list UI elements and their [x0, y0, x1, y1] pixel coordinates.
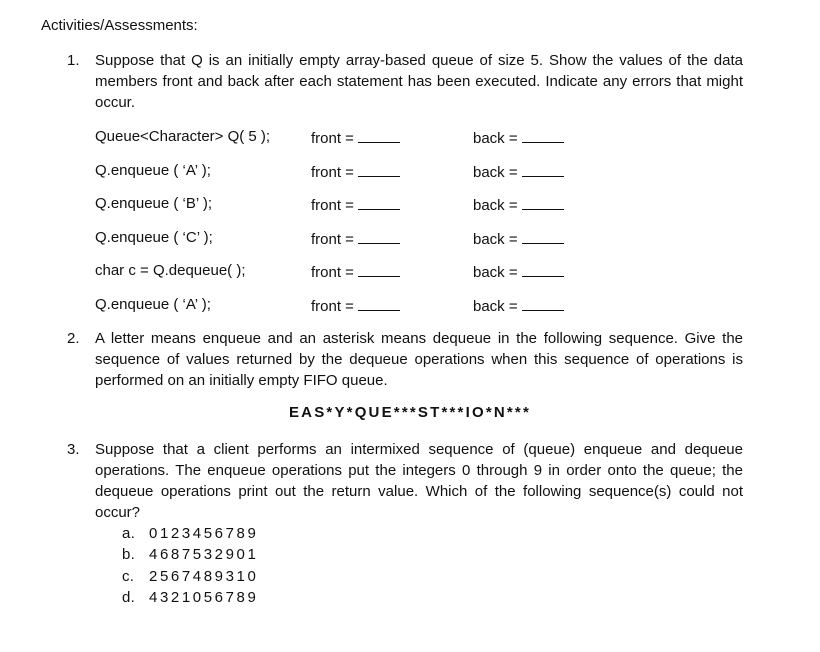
option-c	[122, 568, 258, 585]
question-1-number: 1.	[67, 52, 80, 69]
option-label: d.	[122, 589, 136, 606]
front-label: front =	[311, 298, 354, 315]
back-blank	[522, 162, 564, 177]
question-2-text: A letter means enqueue and an asterisk means dequeue in the following sequence. Give the sequence of values returned by the dequeue operations when this sequence of operations is performed on an initially empty FIFO queue.	[95, 330, 743, 389]
front-blank	[358, 195, 400, 210]
operation-sequence: EAS*Y*QUE***ST***IO*N***	[288, 404, 532, 421]
q1-row	[95, 296, 575, 316]
front-blank	[358, 229, 400, 244]
q1-row	[95, 195, 575, 215]
back-label: back =	[473, 197, 518, 214]
q1-statement: Q.enqueue ( ‘B’ );	[95, 195, 213, 212]
q1-statement: char c = Q.dequeue( );	[95, 262, 246, 279]
back-label: back =	[473, 164, 518, 181]
option-label: c.	[122, 568, 135, 585]
option-label: a.	[122, 525, 136, 542]
front-blank	[358, 128, 400, 143]
front-label: front =	[311, 231, 354, 248]
option-a	[122, 525, 258, 542]
option-value: 4321056789	[149, 589, 259, 606]
back-blank	[522, 128, 564, 143]
front-label: front =	[311, 197, 354, 214]
question-3-number: 3.	[67, 441, 80, 458]
option-value: 0123456789	[149, 525, 259, 542]
question-3-text: Suppose that a client performs an intermixed sequence of (queue) enqueue and dequeue operations. The enqueue operations put the integers 0 through 9 in order onto the queue; the dequeue operations print out the return value. Which of the following sequence(s) could not occur?	[95, 441, 743, 521]
back-label: back =	[473, 298, 518, 315]
heading: Activities/Assessments:	[41, 17, 198, 34]
q1-statement: Q.enqueue ( ‘C’ );	[95, 229, 213, 246]
back-blank	[522, 296, 564, 311]
front-label: front =	[311, 264, 354, 281]
back-label: back =	[473, 264, 518, 281]
option-label: b.	[122, 546, 136, 563]
q1-statement: Q.enqueue ( ‘A’ );	[95, 296, 211, 313]
q1-row	[95, 229, 575, 249]
back-label: back =	[473, 130, 518, 147]
back-label: back =	[473, 231, 518, 248]
q1-statement: Q.enqueue ( ‘A’ );	[95, 162, 211, 179]
option-d	[122, 589, 258, 606]
q1-row	[95, 162, 575, 182]
option-value: 2567489310	[149, 568, 259, 585]
back-blank	[522, 229, 564, 244]
option-value: 4687532901	[149, 546, 259, 563]
back-blank	[522, 262, 564, 277]
q1-statement: Queue<Character> Q( 5 );	[95, 128, 271, 145]
q1-row	[95, 262, 575, 282]
question-1-text: Suppose that Q is an initially empty array-based queue of size 5. Show the values of the data members front and back after each statement has been executed. Indicate any errors that might occur.	[95, 52, 743, 111]
option-b	[122, 546, 258, 563]
front-blank	[358, 262, 400, 277]
q1-row	[95, 128, 575, 148]
front-label: front =	[311, 130, 354, 147]
question-2-number: 2.	[67, 330, 80, 347]
front-blank	[358, 162, 400, 177]
back-blank	[522, 195, 564, 210]
front-blank	[358, 296, 400, 311]
front-label: front =	[311, 164, 354, 181]
